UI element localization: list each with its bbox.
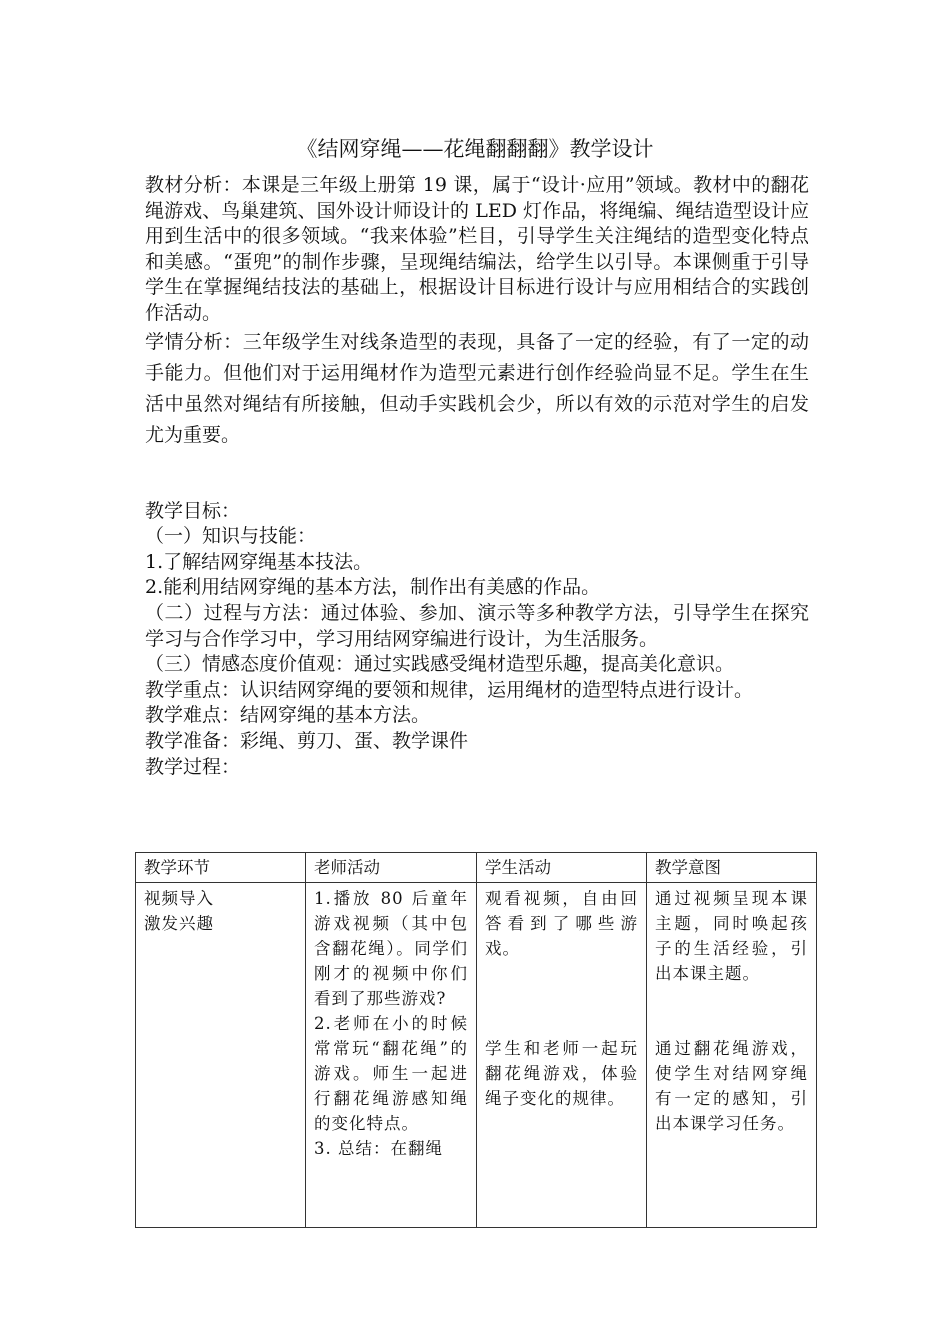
objective-k2: 2.能利用结网穿绳的基本方法，制作出有美感的作品。 <box>145 576 601 599</box>
table-header-row <box>136 853 817 883</box>
student-item: 学生和老师一起玩翻花绳游戏，体验绳子变化的规律。 <box>485 1039 638 1108</box>
stage-cell <box>136 883 306 1228</box>
teaching-process-table <box>135 852 817 1228</box>
cell-spacer <box>485 1011 638 1036</box>
cell-spacer <box>655 1011 808 1036</box>
header-intent: 教学意图 <box>647 853 817 883</box>
difficulty: 教学难点：结网穿绳的基本方法。 <box>145 704 431 727</box>
cell-spacer <box>485 986 638 1011</box>
table-row <box>136 883 817 1228</box>
header-student: 学生活动 <box>477 853 647 883</box>
intent-cell <box>647 883 817 1228</box>
objective-k1: 1.了解结网穿绳基本技法。 <box>145 550 373 573</box>
student-item: 观看视频，自由回答看到了哪些游戏。 <box>485 889 638 958</box>
intent-item: 通过翻花绳游戏，使学生对结网穿绳有一定的感知，引出本课学习任务。 <box>655 1039 808 1133</box>
teacher-item: 3. 总结：在翻绳 <box>314 1139 443 1158</box>
material-analysis: 教材分析：本课是三年级上册第 19 课，属于“设计·应用”领域。教材中的翻花绳游戏、鸟巢建筑、国外设计师设计的 LED 灯作品，将绳编、绳结造型设计应用到生活中的很多领域。“我来体验”栏目，引导学生关注绳结的造型变化特点和美感。“蛋兜”的制作步骤，呈现绳结编法，给学生以引导。本课侧重于引导学生在掌握绳结技法的基础上，根据设计目标进行设计与应用相结合的实践创作活动。 <box>145 174 809 324</box>
stage-line: 视频导入 <box>144 889 214 908</box>
teacher-cell <box>306 883 477 1228</box>
cell-spacer <box>485 961 638 986</box>
header-stage: 教学环节 <box>136 853 306 883</box>
intent-item: 通过视频呈现本课主题，同时唤起孩子的生活经验，引出本课主题。 <box>655 889 808 983</box>
cell-spacer <box>655 986 808 1011</box>
stage-line: 激发兴趣 <box>144 914 214 933</box>
document-body <box>145 173 809 780</box>
teacher-item: 2.老师在小的时候常常玩“翻花绳”的游戏。师生一起进行翻花绳游感知绳的变化特点。 <box>314 1014 468 1133</box>
preparation: 教学准备：彩绳、剪刀、蛋、教学课件 <box>145 729 469 752</box>
teacher-item: 1.播放 80 后童年游戏视频（其中包含翻花绳）。同学们刚才的视频中你们看到了那些游戏? <box>314 889 468 1008</box>
objective-emotion: （三）情感态度价值观：通过实践感受绳材造型乐趣，提高美化意识。 <box>145 653 735 676</box>
student-analysis: 学情分析：三年级学生对线条造型的表现，具备了一定的经验，有了一定的动手能力。但他们对于运用绳材作为造型元素进行创作经验尚显不足。学生在生活中虽然对绳结有所接触，但动手实践机会少，所以有效的示范对学生的启发尤为重要。 <box>145 330 809 446</box>
objectives-heading: 教学目标： <box>145 499 241 522</box>
paragraph-gap <box>145 451 809 499</box>
objective-process: （二）过程与方法：通过体验、参加、演示等多种教学方法，引导学生在探究学习与合作学习中，学习用结网穿编进行设计，为生活服务。 <box>145 601 809 650</box>
key-point: 教学重点：认识结网穿绳的要领和规律，运用绳材的造型特点进行设计。 <box>145 678 754 701</box>
student-cell <box>477 883 647 1228</box>
document-title: 《结网穿绳——花绳翻翻翻》教学设计 <box>296 137 654 161</box>
header-teacher: 老师活动 <box>306 853 477 883</box>
objective-knowledge: （一）知识与技能： <box>145 525 317 548</box>
process-heading: 教学过程： <box>145 755 241 778</box>
